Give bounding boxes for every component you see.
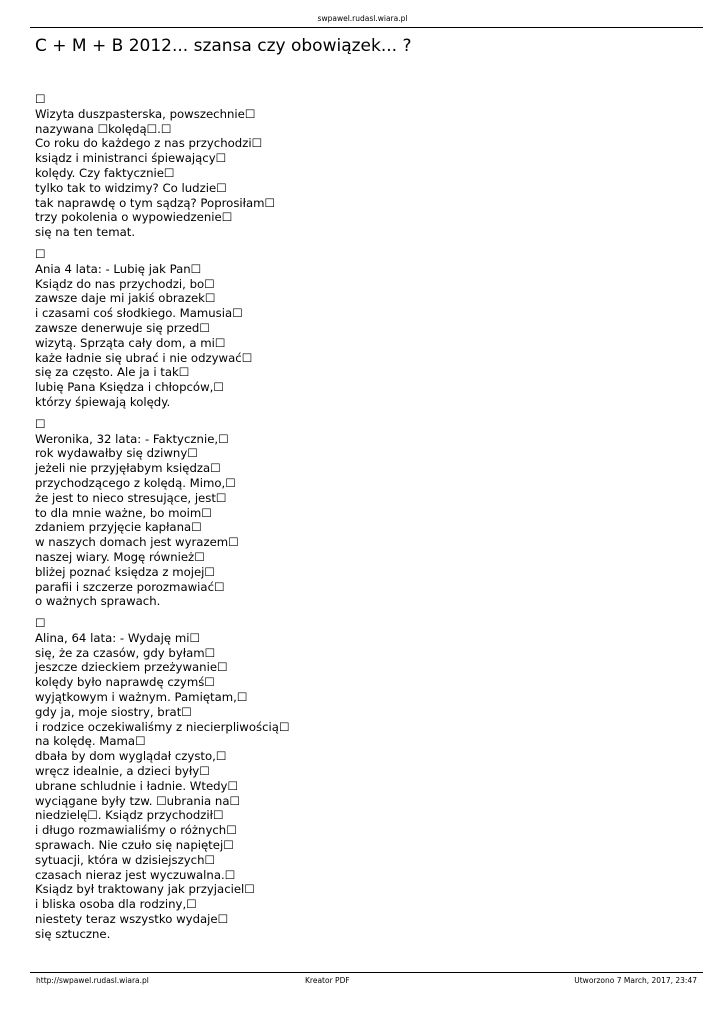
paragraph — [35, 247, 675, 410]
text-line: jeszcze dzieckiem przeżywanie☐ — [35, 660, 228, 675]
text-line: sytuacji, która w dzisiejszych☐ — [35, 852, 215, 867]
paragraph — [35, 92, 675, 240]
text-line: wręcz idealnie, a dzieci były☐ — [35, 764, 210, 779]
text-line: zawsze daje mi jakiś obrazek☐ — [35, 291, 216, 306]
text-line: dbała by dom wyglądał czysto,☐ — [35, 749, 227, 764]
site-header: swpawel.rudasl.wiara.pl — [317, 14, 408, 23]
text-line: jeżeli nie przyjęłabym księdza☐ — [35, 461, 221, 476]
text-line: lubię Pana Księdza i chłopców,☐ — [35, 380, 224, 395]
text-line: wyciągane były tzw. ☐ubrania na☐ — [35, 793, 240, 808]
text-line: że jest to nieco stresujące, jest☐ — [35, 490, 227, 505]
text-line: w naszych domach jest wyrazem☐ — [35, 535, 239, 550]
text-line: którzy śpiewają kolędy. — [35, 394, 171, 409]
text-line: Co roku do każdego z nas przychodzi☐ — [35, 136, 263, 151]
text-line: ubrane schludnie i ładnie. Wtedy☐ — [35, 778, 238, 793]
article-body — [35, 92, 675, 949]
text-line: i długo rozmawialiśmy o różnych☐ — [35, 823, 237, 838]
text-line: naszej wiary. Mogę również☐ — [35, 549, 205, 564]
text-line: rok wydawałby się dziwny☐ — [35, 446, 198, 461]
text-line: ☐ — [35, 616, 46, 631]
text-line: to dla mnie ważne, bo moim☐ — [35, 505, 212, 520]
footer-created: Utworzono 7 March, 2017, 23:47 — [574, 976, 697, 985]
text-line: i czasami coś słodkiego. Mamusia☐ — [35, 306, 243, 321]
text-line: wyjątkowym i ważnym. Pamiętam,☐ — [35, 690, 248, 705]
text-line: i rodzice oczekiwaliśmy z niecierpliwością☐ — [35, 719, 290, 734]
text-line: ☐ — [35, 246, 46, 261]
text-line: tylko tak to widzimy? Co ludzie☐ — [35, 180, 227, 195]
text-line: i bliska osoba dla rodziny,☐ — [35, 897, 197, 912]
footer-rule — [30, 972, 703, 973]
text-line: ☐ — [35, 92, 46, 106]
text-line: się na ten temat. — [35, 225, 136, 240]
text-line: parafii i szczerze porozmawiać☐ — [35, 579, 225, 594]
text-line: wizytą. Sprząta cały dom, a mi☐ — [35, 335, 226, 350]
paragraph — [35, 417, 675, 609]
text-line: przychodzącego z kolędą. Mimo,☐ — [35, 475, 236, 490]
text-line: na kolędę. Mama☐ — [35, 734, 146, 749]
text-line: Ksiądz do nas przychodzi, bo☐ — [35, 276, 215, 291]
header-rule — [30, 27, 703, 28]
text-line: kolędy było naprawdę czymś☐ — [35, 675, 215, 690]
text-line: sprawach. Nie czuło się napiętej☐ — [35, 838, 234, 853]
text-line: tak naprawdę o tym sądzą? Poprosiłam☐ — [35, 195, 275, 210]
text-line: zawsze denerwuje się przed☐ — [35, 320, 210, 335]
paragraph — [35, 616, 675, 942]
text-line: gdy ja, moje siostry, brat☐ — [35, 704, 192, 719]
text-line: się sztuczne. — [35, 926, 111, 941]
text-line: Alina, 64 lata: - Wydaję mi☐ — [35, 630, 200, 645]
text-line: Ksiądz był traktowany jak przyjaciel☐ — [35, 882, 255, 897]
text-line: Weronika, 32 lata: - Faktycznie,☐ — [35, 431, 229, 446]
text-line: każe ładnie się ubrać i nie odzywać☐ — [35, 350, 253, 365]
text-line: ☐ — [35, 416, 46, 431]
text-line: kolędy. Czy faktycznie☐ — [35, 165, 175, 180]
text-line: o ważnych sprawach. — [35, 594, 161, 609]
text-line: zdaniem przyjęcie kapłana☐ — [35, 520, 202, 535]
text-line: niedzielę☐. Ksiądz przychodził☐ — [35, 808, 224, 823]
text-line: ksiądz i ministranci śpiewający☐ — [35, 151, 227, 166]
text-line: czasach nieraz jest wyczuwalna.☐ — [35, 867, 236, 882]
footer-creator: Kreator PDF — [305, 976, 350, 985]
text-line: trzy pokolenia o wypowiedzenie☐ — [35, 210, 233, 225]
text-line: bliżej poznać księdza z mojej☐ — [35, 564, 215, 579]
text-line: Ania 4 lata: - Lubię jak Pan☐ — [35, 261, 202, 276]
text-line: się, że za czasów, gdy byłam☐ — [35, 645, 216, 660]
footer-url[interactable]: http://swpawel.rudasl.wiara.pl — [36, 976, 149, 985]
text-line: niestety teraz wszystko wydaje☐ — [35, 912, 229, 927]
text-line: nazywana ☐kolędą☐.☐ — [35, 121, 172, 136]
text-line: Wizyta duszpasterska, powszechnie☐ — [35, 106, 256, 121]
page-title: C + M + B 2012... szansa czy obowiązek... ? — [35, 36, 412, 56]
text-line: się za często. Ale ja i tak☐ — [35, 365, 190, 380]
